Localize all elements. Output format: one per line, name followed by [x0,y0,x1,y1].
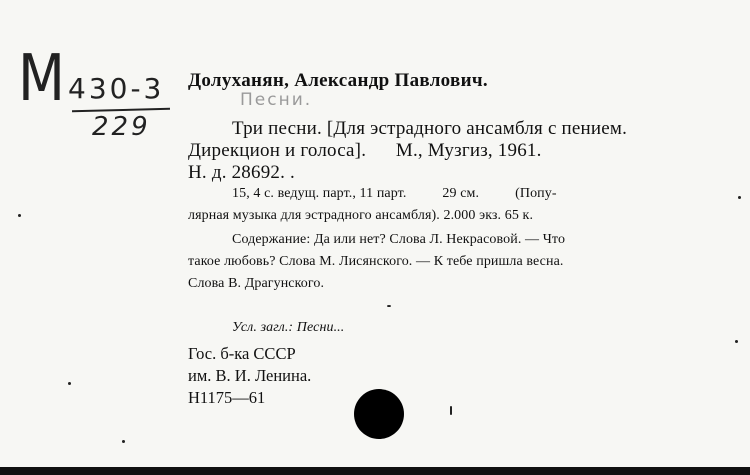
card-bottom-edge [0,467,750,475]
contents-line-2: такое любовь? Слова М. Лисянского. — К тебе пришла весна. [188,254,564,269]
uniform-title-handwritten: Песни. [240,90,313,110]
author-heading: Долуханян, Александр Павлович. [188,70,488,91]
description-line-1: 15, 4 с. ведущ. парт., 11 парт. 29 см. (Попу- [232,186,557,201]
call-number-bottom: 229 [92,112,151,142]
library-stamp-line-2: им. В. И. Ленина. [188,366,312,385]
title-line-1: Три песни. [Для эстрадного ансамбля с пением. [232,118,628,139]
library-stamp-line-1: Гос. б-ка СССР [188,344,296,363]
ink-speck [450,406,452,415]
punch-hole [354,389,404,439]
call-number-letter: М [18,42,65,116]
contents-line-3: Слова В. Драгунского. [188,276,325,291]
ink-speck [122,440,125,443]
ink-speck [735,340,738,343]
conventional-title: Усл. загл.: Песни... [232,320,345,335]
library-stamp-line-3: Н1175—61 [188,388,266,407]
ink-speck [387,305,391,307]
ink-speck [738,196,741,199]
ink-speck [68,382,71,385]
title-line-2: Дирекцион и голоса]. М., Музгиз, 1961. [188,140,542,161]
call-number-top: 430-3 [68,72,165,105]
title-line-3: Н. д. 28692. . [188,162,295,183]
ink-speck [18,214,21,217]
contents-line-1: Содержание: Да или нет? Слова Л. Некрасовой. — Что [232,232,566,247]
description-line-2: лярная музыка для эстрадного ансамбля). 2.000 экз. 65 к. [188,208,534,223]
